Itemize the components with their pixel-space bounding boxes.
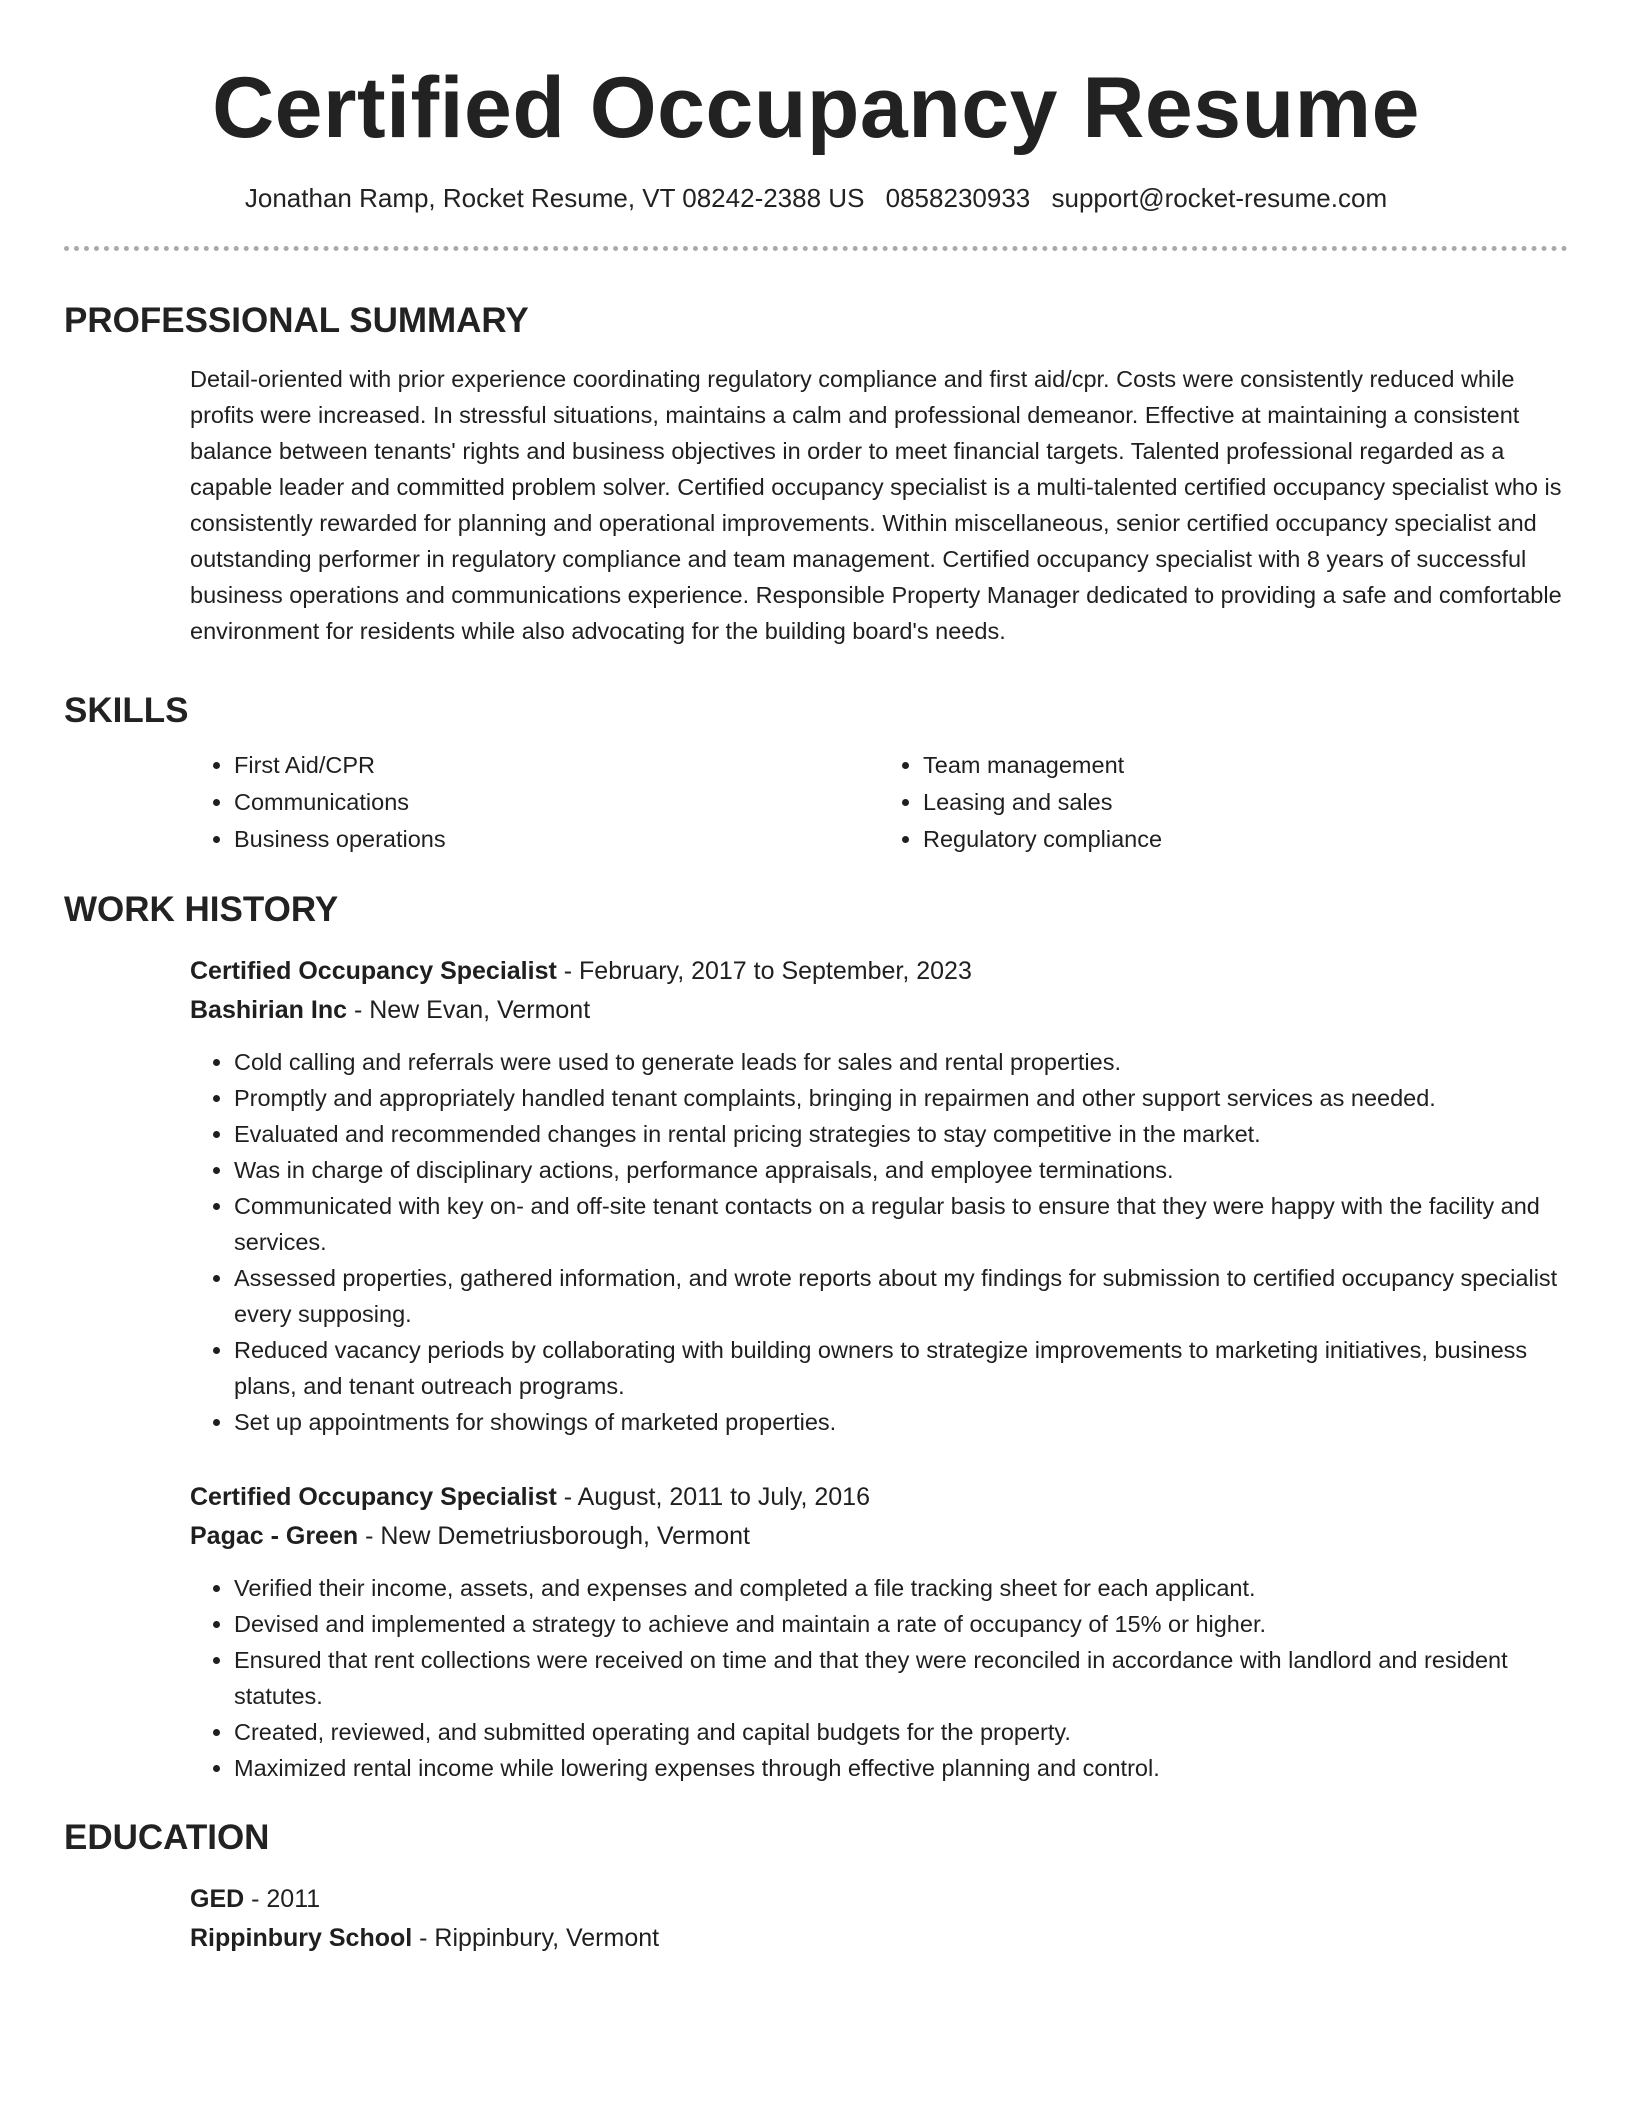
contact-email[interactable]: support@rocket-resume.com — [1051, 183, 1388, 213]
job-bullets — [190, 1044, 1568, 1440]
skills-section — [64, 689, 1568, 858]
skills-grid — [64, 747, 1568, 858]
job-company: Bashirian Inc — [190, 996, 347, 1024]
resume-title: Certified Occupancy Resume — [212, 60, 1420, 156]
skill-item: • Communications — [234, 784, 879, 821]
skill-item: • Leasing and sales — [923, 784, 1568, 821]
work-history-section — [64, 888, 1568, 1786]
degree-year: - 2011 — [244, 1885, 321, 1913]
job-bullet: • Maximized rental income while lowering expenses through effective planning and control. — [234, 1750, 1568, 1786]
school-name: Rippinbury School — [190, 1924, 413, 1952]
job-bullet: • Evaluated and recommended changes in rental pricing strategies to stay competitive in the market. — [234, 1116, 1568, 1152]
contact-phone: 0858230933 — [885, 183, 1031, 213]
job-bullet: • Ensured that rent collections were received on time and that they were reconciled in accordance with landlord and resident statutes. — [234, 1642, 1568, 1714]
skill-item: • Business operations — [234, 821, 879, 858]
contact-line — [64, 182, 1568, 214]
skill-item: • Team management — [923, 747, 1568, 784]
job-bullets — [190, 1570, 1568, 1786]
job-bullet: • Verified their income, assets, and expenses and completed a file tracking sheet for each applicant. — [234, 1570, 1568, 1606]
job-company-line — [190, 991, 1568, 1030]
education-entry — [64, 1880, 1568, 1958]
skills-left-column — [190, 747, 879, 858]
job-bullet: • Promptly and appropriately handled tenant complaints, bringing in repairmen and other support services as needed. — [234, 1080, 1568, 1116]
job-title-line — [190, 952, 1568, 991]
work-heading: WORK HISTORY — [64, 890, 339, 929]
summary-heading: PROFESSIONAL SUMMARY — [64, 301, 529, 340]
summary-text: Detail-oriented with prior experience coordinating regulatory compliance and first aid/cpr. Costs were consistently reduced while profits were increased. In stressful situations, maintains a calm and professional demeanor. Effective at maintaining a consistent balance between tenants' rights and business objectives in order to meet financial targets. Talented professional regarded as a capable leader and committed problem solver. Certified occupancy specialist is a multi-talented certified occupancy specialist who is consistently rewarded for planning and operational improvements. Within miscellaneous, senior certified occupancy specialist and outstanding performer in regulatory compliance and team management. Certified occupancy specialist with 8 years of successful business operations and communications experience. Responsible Property Manager dedicated to providing a safe and comfortable environment for residents while also advocating for the building board's needs. — [190, 366, 1562, 644]
job-bullet: • Assessed properties, gathered information, and wrote reports about my findings for submission to certified occupancy specialist every supposing. — [234, 1260, 1568, 1332]
job-location: - New Evan, Vermont — [347, 996, 591, 1024]
education-section — [64, 1816, 1568, 1958]
degree: GED — [190, 1885, 245, 1913]
header-divider — [64, 246, 1568, 251]
job-bullet: • Set up appointments for showings of marketed properties. — [234, 1404, 1568, 1440]
degree-line — [190, 1880, 1568, 1919]
job-bullet: • Created, reviewed, and submitted operating and capital budgets for the property. — [234, 1714, 1568, 1750]
job-dates: - February, 2017 to September, 2023 — [556, 957, 972, 985]
skill-item: • First Aid/CPR — [234, 747, 879, 784]
summary-section — [64, 299, 1568, 649]
job-title: Certified Occupancy Specialist — [190, 1483, 557, 1511]
skill-item: • Regulatory compliance — [923, 821, 1568, 858]
job-entry — [64, 1478, 1568, 1786]
skills-right-column — [879, 747, 1568, 858]
contact-address: Jonathan Ramp, Rocket Resume, VT 08242-2388 US — [244, 183, 865, 213]
job-bullet: • Was in charge of disciplinary actions, performance appraisals, and employee terminations. — [234, 1152, 1568, 1188]
job-company-line — [190, 1517, 1568, 1556]
skills-heading: SKILLS — [64, 691, 189, 730]
job-dates: - August, 2011 to July, 2016 — [556, 1483, 870, 1511]
job-bullet: • Communicated with key on- and off-site tenant contacts on a regular basis to ensure that they were happy with the facility and services. — [234, 1188, 1568, 1260]
job-company: Pagac - Green — [190, 1522, 359, 1550]
education-heading: EDUCATION — [64, 1818, 270, 1857]
job-bullet: • Reduced vacancy periods by collaborating with building owners to strategize improvements to marketing initiatives, business plans, and tenant outreach programs. — [234, 1332, 1568, 1404]
school-location: - Rippinbury, Vermont — [412, 1924, 660, 1952]
job-title: Certified Occupancy Specialist — [190, 957, 557, 985]
job-bullet: • Cold calling and referrals were used to generate leads for sales and rental properties. — [234, 1044, 1568, 1080]
job-entry — [64, 952, 1568, 1440]
job-title-line — [190, 1478, 1568, 1517]
job-location: - New Demetriusborough, Vermont — [358, 1522, 750, 1550]
school-line — [190, 1919, 1568, 1958]
job-bullet: • Devised and implemented a strategy to achieve and maintain a rate of occupancy of 15% or higher. — [234, 1606, 1568, 1642]
